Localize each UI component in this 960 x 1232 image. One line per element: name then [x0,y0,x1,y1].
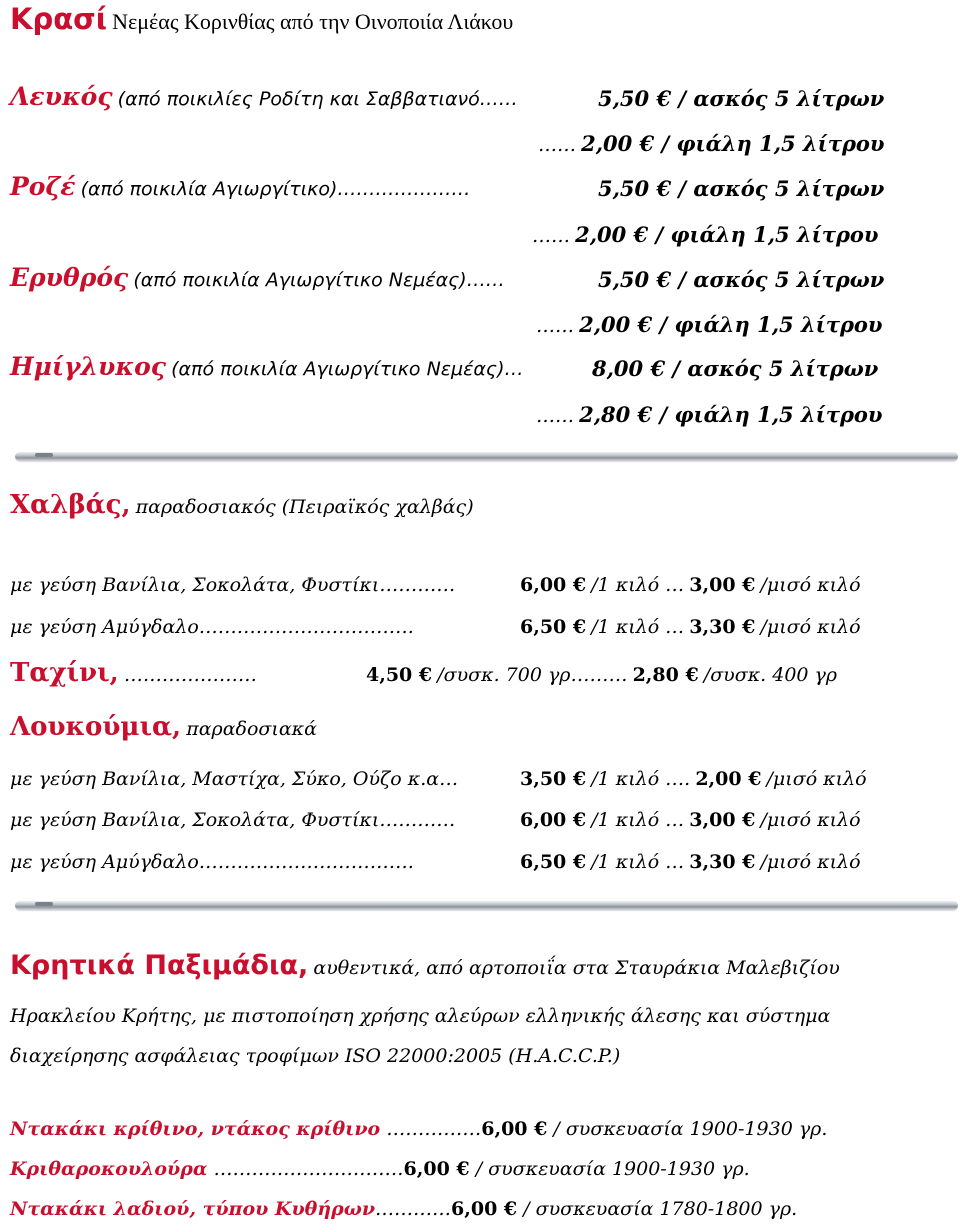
halvas-row [10,574,455,596]
price: 2,80 € [632,664,699,686]
header [10,2,513,36]
row-label: με γεύση Βανίλια, Σοκολάτα, Φυστίκι………… [10,574,456,596]
unit: /συσκ. 400 γρ [703,664,838,686]
wine-price-bottle [532,222,879,247]
section-subtitle: παραδοσιακά [186,718,317,740]
price: 6,00 € [481,1118,548,1140]
unit: /1 κιλό … [591,851,685,873]
section-title: Χαλβάς, [10,490,131,520]
dots: ………………… [123,664,257,686]
tahini-prices [366,664,837,686]
section-title: Κρητικά Παξιμάδια, [10,950,309,981]
unit: / συσκευασία 1900-1930 γρ. [547,1118,828,1140]
wine-desc: (από ποικιλία Αγιωργίτικο Νεμέας)…… [133,269,505,291]
row-label: με γεύση Βανίλια, Σοκολάτα, Φυστίκι………… [10,809,456,831]
price-bottle-text: 2,80 € / φιάλη 1,5 λίτρου [579,402,883,427]
price-keg-text: 5,50 € / ασκός 5 λίτρων [598,176,885,201]
price: 3,00 € [689,809,756,831]
section-divider [15,901,958,910]
wine-price-keg [592,356,878,381]
halvas-heading [10,490,474,520]
price-bottle-text: 2,00 € / φιάλη 1,5 λίτρου [579,312,883,337]
bread-name: Ντακάκι λαδιού, τύπου Κυθήρων [10,1198,376,1220]
wine-price-keg [598,176,884,201]
price-keg-text: 8,00 € / ασκός 5 λίτρων [592,356,879,381]
cretan-heading [10,950,840,981]
dots: ………………………… [207,1158,404,1180]
bread-row [10,1158,750,1180]
loukoumi-row [10,809,455,831]
dots: …… [536,405,574,427]
wine-price-bottle [536,312,883,337]
section-subtitle: παραδοσιακός (Πειραϊκός χαλβάς) [135,496,474,518]
dots: …… [538,134,576,156]
bread-row [10,1118,827,1140]
unit: /μισό κιλό [760,851,861,873]
section-title: Λουκούμια, [10,712,182,742]
unit: /συσκ. 700 γρ……… [437,664,628,686]
wine-name: Ροζέ [10,172,76,201]
wine-price-bottle [538,131,885,156]
unit: /μισό κιλό [766,768,867,790]
unit: /1 κιλό … [591,809,685,831]
unit: /μισό κιλό [760,809,861,831]
wine-desc: (από ποικιλίες Ροδίτη και Σαββατιανό…… [117,88,518,110]
wine-name: Λευκός [10,82,113,111]
halvas-row-prices [520,616,861,638]
cretan-desc-line1: αυθεντικά, από αρτοποιΐα στα Σταυράκια Μαλεβιζίου [313,957,840,979]
price: 6,00 € [520,574,587,596]
price: 6,00 € [520,809,587,831]
tahini-row [10,658,257,688]
wine-row-white [10,82,518,111]
dots: …… [532,225,570,247]
wine-desc: (από ποικιλία Αγιωργίτικο)………………… [80,178,471,200]
row-label: με γεύση Αμύγδαλο……………………………. [10,851,414,873]
loukoumi-row [10,851,414,873]
section-title: Ταχίνι, [10,658,119,688]
cretan-desc-line2: Ηρακλείου Κρήτης, με πιστοποίηση χρήσης αλεύρων ελληνικής άλεσης και σύστημα [10,1005,831,1027]
price: 6,00 € [403,1158,470,1180]
row-label: με γεύση Βανίλια, Μαστίχα, Σύκο, Ούζο κ.α… [10,768,459,790]
bread-name: Κριθαροκουλούρα [10,1158,208,1180]
price-bottle-text: 2,00 € / φιάλη 1,5 λίτρου [581,131,885,156]
wine-name: Ημίγλυκος [10,352,167,381]
wine-price-keg [598,86,884,111]
wine-price-keg [598,267,884,292]
price: 4,50 € [366,664,433,686]
price: 3,50 € [520,768,587,790]
dots: ………… [375,1198,452,1220]
halvas-row [10,616,414,638]
section-divider [15,452,958,461]
dots: …………… [380,1118,482,1140]
wine-row-rose [10,172,470,201]
price-bottle-text: 2,00 € / φιάλη 1,5 λίτρου [575,222,879,247]
loukoumi-row-prices [520,809,861,831]
unit: /μισό κιλό [760,574,861,596]
page-subtitle: Νεμέας Κορινθίας από την Οινοποιία Λιάκου [112,9,514,34]
price: 6,50 € [520,616,587,638]
wine-price-bottle [536,402,883,427]
unit: /1 κιλό … [591,574,685,596]
loukoumia-heading [10,712,317,742]
price: 3,30 € [689,851,756,873]
dots: …… [536,315,574,337]
cretan-desc-line3: διαχείρησης ασφάλειας τροφίμων ISO 22000:2005 (H.A.C.C.P.) [10,1045,621,1067]
price: 3,00 € [689,574,756,596]
price: 6,00 € [451,1198,518,1220]
loukoumi-row-prices [520,851,861,873]
row-label: με γεύση Αμύγδαλο……………………………. [10,616,414,638]
unit: / συσκευασία 1780-1800 γρ. [517,1198,798,1220]
wine-desc: (από ποικιλία Αγιωργίτικο Νεμέας)… [171,358,524,380]
wine-row-semisweet [10,352,524,381]
page-title: Κρασί [10,2,108,36]
unit: / συσκευασία 1900-1930 γρ. [469,1158,750,1180]
bread-name: Ντακάκι κρίθινο, ντάκος κρίθινο [10,1118,381,1140]
loukoumi-row-prices [520,768,867,790]
unit: /1 κιλό … [591,616,685,638]
price-keg-text: 5,50 € / ασκός 5 λίτρων [598,86,885,111]
unit: /1 κιλό …. [591,768,691,790]
price: 6,50 € [520,851,587,873]
bread-row [10,1198,797,1220]
halvas-row-prices [520,574,861,596]
price: 2,00 € [695,768,762,790]
wine-row-red [10,263,505,292]
wine-name: Ερυθρός [10,263,129,292]
loukoumi-row [10,768,458,790]
price-keg-text: 5,50 € / ασκός 5 λίτρων [598,267,885,292]
price: 3,30 € [689,616,756,638]
unit: /μισό κιλό [760,616,861,638]
